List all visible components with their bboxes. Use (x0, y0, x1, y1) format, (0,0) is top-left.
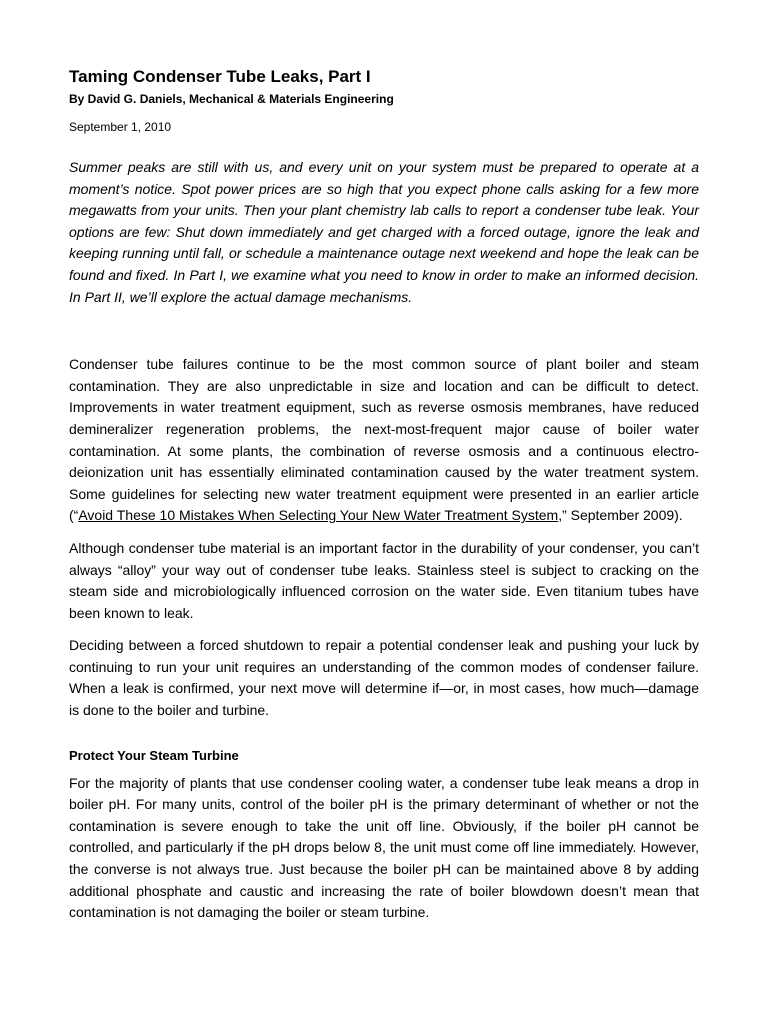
article-title: Taming Condenser Tube Leaks, Part I (69, 67, 371, 86)
article-byline: By David G. Daniels, Mechanical & Materials Engineering (69, 92, 394, 106)
related-article-link[interactable]: Avoid These 10 Mistakes When Selecting Your New Water Treatment System (78, 507, 559, 524)
paragraph-tube-material: Although condenser tube material is an important factor in the durability of your condenser, you can’t always “alloy” your way out of condenser tube leaks. Stainless steel is subject to cracking on the steam side and microbiologically influenced corrosion on the water side. Even titanium tubes have been known to leak. (69, 539, 699, 621)
section-heading: Protect Your Steam Turbine (69, 747, 239, 763)
paragraph-text: Condenser tube failures continue to be the most common source of plant boiler and steam contamination. They are also unpredictable in size and location and can be difficult to detect. Improvements in water treatment equipment, such as reverse osmosis membranes, have reduced demineralizer regeneration problems, the next-most-frequent major cause of boiler water contamination. At some plants, the combination of reverse osmosis and a continuous electro-deionization unit has essentially eliminated contamination caused by the water treatment system. Some guidelines for selecting new water treatment equipment were presented in an earlier article (“ (69, 356, 699, 524)
article-page (69, 66, 699, 924)
article-intro: Summer peaks are still with us, and every unit on your system must be prepared to operate at a moment’s notice. Spot power prices are so high that you expect phone calls asking for a few more megawatts from your units. Then your plant chemistry lab calls to report a condenser tube leak. Your options are few: Shut down immediately and get charged with a forced outage, ignore the leak and keeping running until fall, or schedule a maintenance outage next weekend and hope the leak can be found and fixed. In Part I, we examine what you need to know in order to make an informed decision. In Part II, we’ll explore the actual damage mechanisms. (69, 159, 699, 305)
paragraph-suffix: ,” September 2009). (558, 507, 683, 524)
paragraph-boiler-ph: For the majority of plants that use condenser cooling water, a condenser tube leak means a drop in boiler pH. For many units, control of the boiler pH is the primary determinant of whether or not the contamination is severe enough to take the unit off line. Obviously, if the boiler pH cannot be controlled, and particularly if the pH drops below 8, the unit must come off line immediately. However, the converse is not always true. Just because the boiler pH can be maintained above 8 by adding additional phosphate and caustic and increasing the rate of boiler blowdown doesn’t mean that contamination is not damaging the boiler or steam turbine. (69, 774, 699, 921)
paragraph-condenser-failures (69, 354, 699, 527)
article-date: September 1, 2010 (69, 120, 172, 134)
paragraph-forced-shutdown: Deciding between a forced shutdown to repair a potential condenser leak and pushing your luck by continuing to run your unit requires an understanding of the common modes of condenser failure. When a leak is confirmed, your next move will determine if—or, in most cases, how much—damage is done to the boiler and turbine. (69, 637, 699, 719)
